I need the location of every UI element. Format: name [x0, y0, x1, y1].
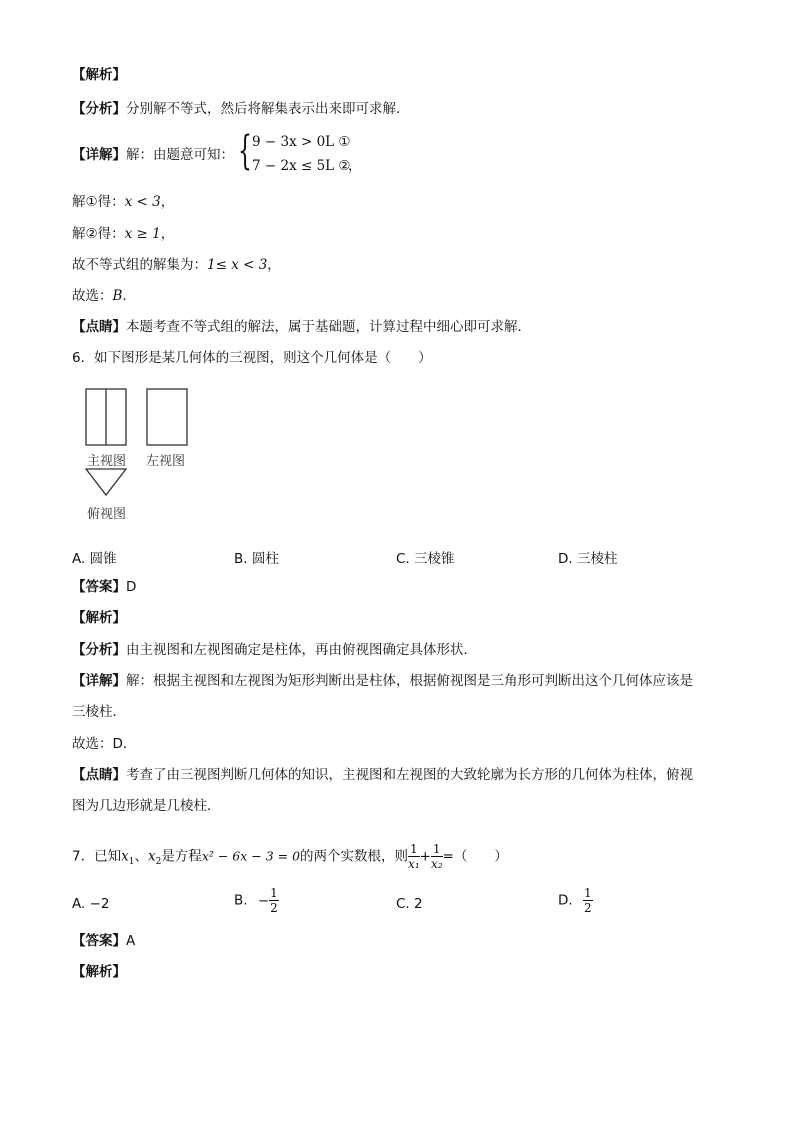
q7-mid2: 的两个实数根，则 [300, 848, 409, 865]
q7-option-b [234, 886, 279, 915]
q6-choose-line: 故选：D． [72, 736, 137, 752]
q7-option-d-den: 2 [583, 901, 592, 915]
three-view-figure [80, 382, 200, 502]
q6-comment-tag: 【点睛】 [72, 767, 126, 783]
left-view-caption: 左视图 [146, 454, 186, 469]
q6-detail-line-2: 三棱柱． [72, 704, 126, 720]
top-view-caption: 俯视图 [87, 507, 127, 522]
solve-step-3 [72, 256, 281, 274]
q7-answer-text: A [126, 933, 136, 949]
step-3-pre: 故不等式组的解集为： [72, 257, 207, 273]
q6-comment-line-2: 图为几边形就是几棱柱． [72, 798, 221, 814]
front-view-caption: 主视图 [87, 454, 127, 469]
inequality-1: 9 − 3x > 0L ① [252, 134, 351, 150]
q7-pre: 7．已知 [72, 848, 122, 865]
q6-comment-text-1: 考查了由三视图判断几何体的知识，主视图和左视图的大致轮廓为长方形的几何体为柱体，俯视 [126, 767, 693, 783]
question-6-stem: 6．如下图形是某几何体的三视图，则这个几何体是（ ） [72, 350, 432, 366]
q7-x1-sub: 1 [128, 857, 135, 868]
step-1-pre: 解①得： [72, 194, 125, 210]
step-3-post: ， [267, 257, 281, 273]
choose-line [72, 287, 136, 305]
q6-option-c: C. 三棱锥 [396, 551, 455, 567]
comment-text: 本题考查不等式组的解法，属于基础题，计算过程中细心即可求解． [126, 319, 531, 335]
q7-option-b-sign: − [257, 892, 270, 909]
analysis-line [72, 100, 410, 118]
detail-line [72, 146, 234, 164]
analysis-text: 分别解不等式，然后将解集表示出来即可求解． [126, 101, 410, 117]
q7-equation: x² − 6x − 3 = 0 [201, 848, 301, 864]
analysis-tag: 【分析】 [72, 101, 126, 117]
q7-mid: 是方程 [161, 848, 202, 865]
q7-option-d-num: 1 [583, 886, 592, 900]
detail-tag: 【详解】 [72, 147, 126, 163]
section-heading-jiexi: 【解析】 [72, 67, 126, 83]
detail-text: 解：由题意可知： [126, 147, 234, 163]
q7-option-d [558, 886, 593, 915]
q7-option-b-num: 1 [270, 886, 278, 900]
q7-answer-line [72, 932, 135, 950]
choose-pre: 故选： [72, 288, 113, 304]
q6-analysis-tag: 【分析】 [72, 642, 126, 658]
q7-frac-1-num: 1 [410, 842, 418, 856]
step-1-post: ， [160, 194, 175, 210]
comment-line [72, 318, 531, 336]
system-comma: ， [348, 158, 362, 174]
q6-detail-tag: 【详解】 [72, 673, 126, 689]
q7-frac-1 [408, 842, 420, 871]
q6-detail-text-1: 解：根据主视图和左视图为矩形判断出是柱体，根据俯视图是三角形可判断出这个几何体应该是 [126, 673, 693, 689]
q6-answer-text: D [126, 579, 137, 595]
q6-detail-line-1 [72, 672, 693, 690]
q7-option-c: C. 2 [396, 896, 423, 912]
q7-option-b-frac [269, 886, 279, 915]
q7-jiexi-heading: 【解析】 [72, 964, 126, 980]
q6-option-a: A. 圆锥 [72, 551, 117, 567]
q7-option-b-label: B. [234, 892, 248, 909]
q7-frac-1-den: x₁ [408, 857, 420, 871]
solve-step-2 [72, 225, 174, 243]
q7-frac-2-den: x₂ [430, 857, 443, 871]
choose-math: B [112, 288, 123, 304]
top-view-triangle [86, 469, 126, 495]
q6-analysis-line [72, 641, 477, 659]
q6-comment-line-1 [72, 766, 693, 784]
step-2-math: x ≥ 1 [124, 226, 161, 242]
solve-step-1 [72, 193, 174, 211]
system-brace: { [238, 128, 252, 174]
question-7-stem [72, 842, 508, 874]
inequality-2: 7 − 2x ≤ 5L ② [252, 158, 351, 174]
q6-analysis-text: 由主视图和左视图确定是柱体，再由俯视图确定具体形状． [126, 642, 477, 658]
q7-x1: x [121, 848, 129, 865]
q6-option-b: B. 圆柱 [234, 551, 279, 567]
q7-sep: 、 [134, 848, 148, 865]
q6-answer-line [72, 578, 136, 596]
choose-post: ． [122, 288, 136, 304]
step-1-math: x < 3 [124, 194, 161, 210]
q7-option-d-frac [583, 886, 593, 915]
q6-option-d: D. 三棱柱 [558, 551, 618, 567]
q7-x2-sub: 2 [155, 857, 162, 868]
left-view-rect [147, 389, 187, 445]
q7-answer-tag: 【答案】 [72, 933, 126, 949]
q7-option-b-den: 2 [270, 901, 278, 915]
step-2-pre: 解②得： [72, 226, 125, 242]
q7-x2: x [147, 848, 156, 865]
q7-end: =（ ） [442, 848, 508, 865]
q7-frac-2-num: 1 [432, 842, 441, 856]
step-3-math: 1≤ x < 3 [207, 257, 268, 273]
q7-frac-2 [431, 842, 443, 871]
q7-option-d-label: D. [558, 892, 573, 909]
q6-answer-tag: 【答案】 [72, 579, 126, 595]
comment-tag: 【点睛】 [72, 319, 126, 335]
q6-jiexi-heading: 【解析】 [72, 610, 126, 626]
q7-plus: + [419, 848, 431, 865]
step-2-post: ， [160, 226, 175, 242]
q7-option-a: A. −2 [72, 896, 110, 912]
